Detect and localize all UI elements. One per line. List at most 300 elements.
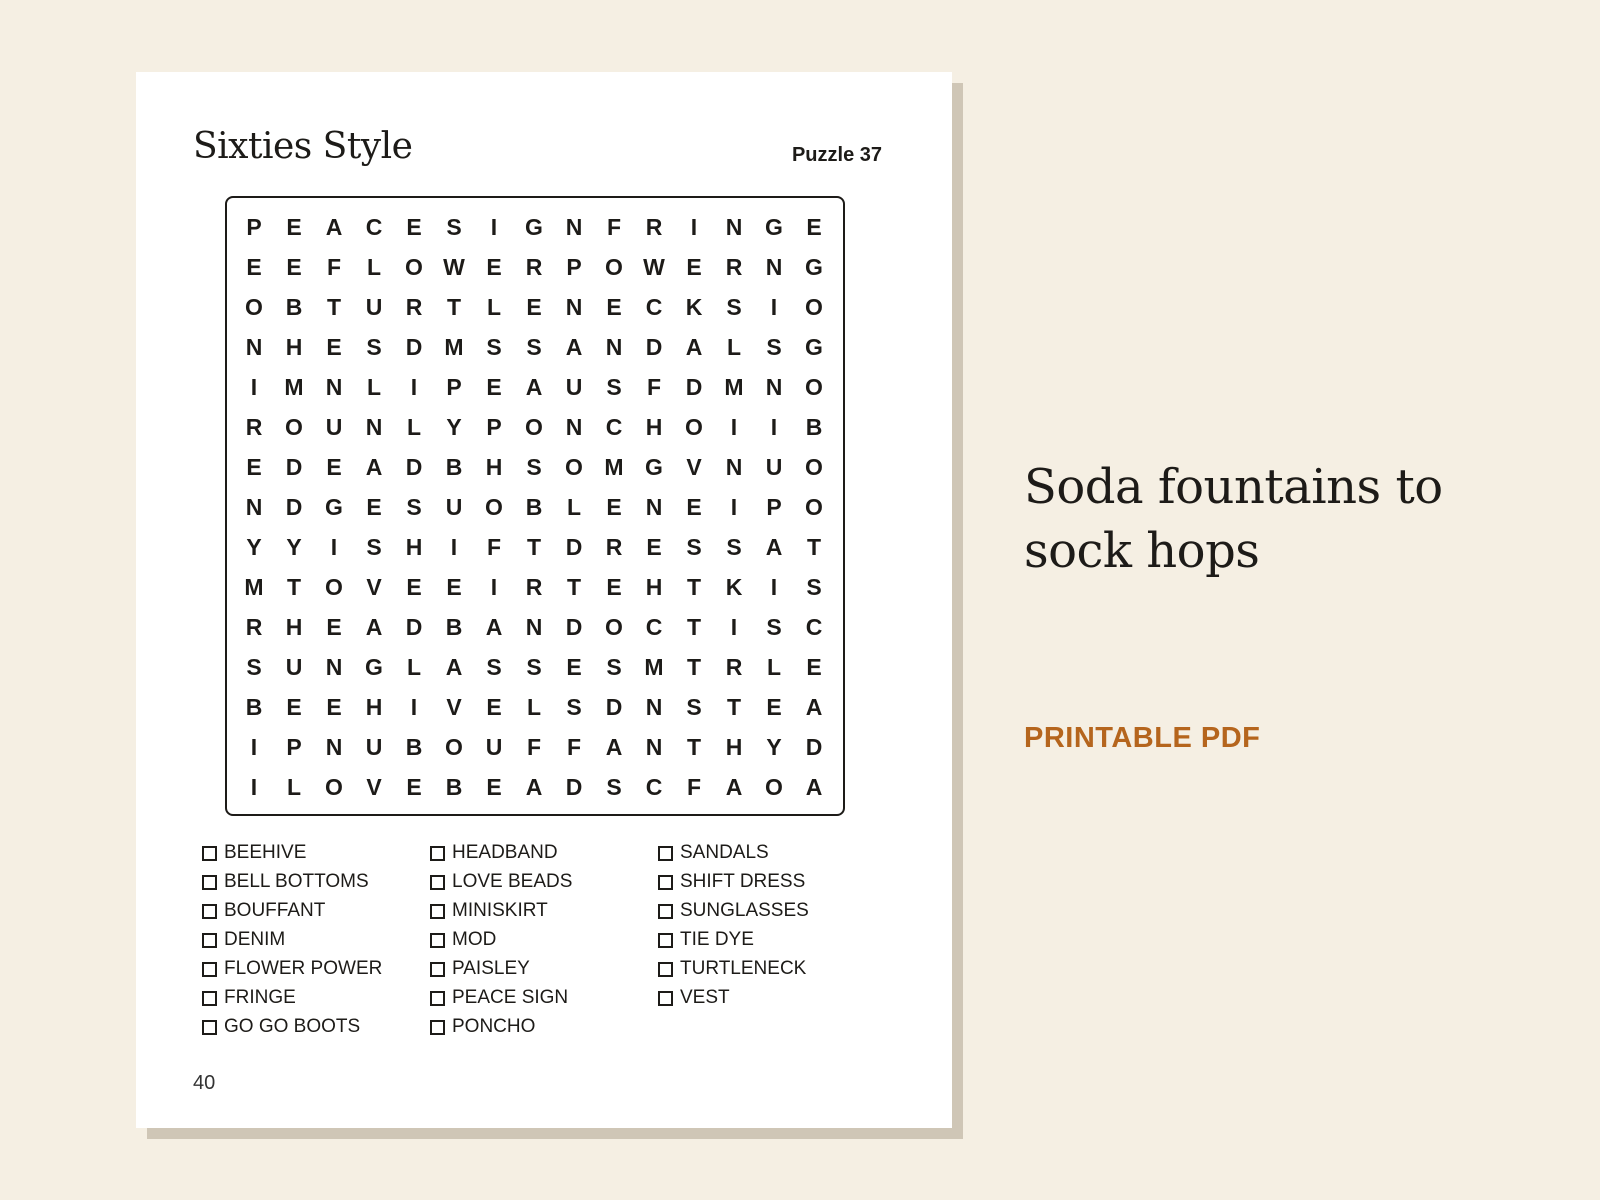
grid-letter[interactable]: E bbox=[326, 454, 342, 480]
grid-letter[interactable]: O bbox=[325, 774, 343, 800]
grid-letter[interactable]: C bbox=[605, 414, 623, 440]
grid-letter[interactable]: S bbox=[606, 374, 622, 400]
grid-letter[interactable]: R bbox=[645, 214, 663, 240]
grid-letter[interactable]: E bbox=[526, 294, 542, 320]
grid-letter[interactable]: E bbox=[286, 254, 302, 280]
grid-letter[interactable]: U bbox=[285, 654, 303, 680]
grid-letter[interactable]: T bbox=[446, 294, 462, 320]
grid-letter[interactable]: E bbox=[806, 214, 822, 240]
word-column bbox=[658, 838, 886, 1012]
grid-letter[interactable]: N bbox=[725, 214, 743, 240]
grid-letter[interactable]: B bbox=[245, 694, 263, 720]
word-label: TURTLENECK bbox=[680, 958, 807, 979]
word-checkbox[interactable] bbox=[658, 875, 673, 890]
promo-tagline: Soda fountains to sock hops bbox=[1024, 459, 1443, 579]
grid-letter[interactable]: A bbox=[565, 334, 583, 360]
grid-letter[interactable]: C bbox=[645, 614, 663, 640]
grid-letter[interactable]: S bbox=[366, 334, 382, 360]
grid-letter[interactable]: L bbox=[526, 694, 542, 720]
grid-letter[interactable]: B bbox=[445, 454, 463, 480]
grid-letter[interactable]: L bbox=[406, 414, 422, 440]
word-list-item bbox=[202, 1012, 430, 1041]
grid-letter[interactable]: F bbox=[486, 534, 502, 560]
grid-letter[interactable]: S bbox=[606, 654, 622, 680]
word-list-item bbox=[430, 867, 658, 896]
grid-letter[interactable]: D bbox=[605, 694, 623, 720]
grid-letter[interactable]: S bbox=[726, 294, 742, 320]
word-column bbox=[202, 838, 430, 1041]
grid-letter[interactable]: L bbox=[406, 654, 422, 680]
grid-row bbox=[227, 487, 843, 527]
grid-letter[interactable]: S bbox=[686, 694, 702, 720]
grid-letter[interactable]: V bbox=[686, 454, 702, 480]
grid-letter[interactable]: S bbox=[366, 534, 382, 560]
grid-letter[interactable]: A bbox=[605, 734, 623, 760]
grid-letter[interactable]: N bbox=[605, 334, 623, 360]
grid-letter[interactable]: E bbox=[606, 574, 622, 600]
grid-letter[interactable]: E bbox=[246, 254, 262, 280]
grid-letter[interactable]: O bbox=[565, 454, 583, 480]
grid-letter[interactable]: M bbox=[724, 374, 744, 400]
grid-letter[interactable]: E bbox=[486, 374, 502, 400]
grid-letter[interactable]: E bbox=[806, 654, 822, 680]
grid-letter[interactable]: E bbox=[246, 454, 262, 480]
word-list-item bbox=[658, 925, 886, 954]
word-list-item bbox=[430, 896, 658, 925]
word-checkbox[interactable] bbox=[658, 846, 673, 861]
grid-letter[interactable]: A bbox=[685, 334, 703, 360]
grid-letter[interactable]: I bbox=[490, 214, 498, 240]
grid-letter[interactable]: A bbox=[765, 534, 783, 560]
grid-letter[interactable]: U bbox=[485, 734, 503, 760]
grid-letter[interactable]: I bbox=[250, 774, 258, 800]
grid-row bbox=[227, 287, 843, 327]
grid-letter[interactable]: A bbox=[525, 374, 543, 400]
word-list-item bbox=[202, 867, 430, 896]
word-checkbox[interactable] bbox=[202, 904, 217, 919]
word-list-item bbox=[202, 925, 430, 954]
word-label: BEEHIVE bbox=[224, 842, 307, 863]
word-list-item bbox=[202, 896, 430, 925]
grid-letter[interactable]: O bbox=[605, 254, 623, 280]
word-list-item bbox=[202, 954, 430, 983]
grid-letter[interactable]: E bbox=[606, 294, 622, 320]
grid-letter[interactable]: D bbox=[805, 734, 823, 760]
word-checkbox[interactable] bbox=[202, 962, 217, 977]
word-label: PONCHO bbox=[452, 1016, 536, 1037]
grid-letter[interactable]: Y bbox=[446, 414, 462, 440]
grid-letter[interactable]: I bbox=[250, 734, 258, 760]
grid-letter[interactable]: A bbox=[525, 774, 543, 800]
grid-letter[interactable]: T bbox=[806, 534, 822, 560]
word-list-item bbox=[658, 954, 886, 983]
grid-letter[interactable]: E bbox=[486, 694, 502, 720]
grid-letter[interactable]: S bbox=[526, 334, 542, 360]
grid-letter[interactable]: D bbox=[565, 774, 583, 800]
word-label: GO GO BOOTS bbox=[224, 1016, 361, 1037]
grid-letter[interactable]: N bbox=[245, 494, 263, 520]
grid-letter[interactable]: D bbox=[405, 454, 423, 480]
grid-letter[interactable]: D bbox=[285, 494, 303, 520]
word-list bbox=[202, 838, 892, 1048]
grid-letter[interactable]: N bbox=[765, 254, 783, 280]
puzzle-number: Puzzle 37 bbox=[791, 144, 882, 166]
grid-letter[interactable]: I bbox=[690, 214, 698, 240]
grid-letter[interactable]: B bbox=[525, 494, 543, 520]
grid-letter[interactable]: N bbox=[325, 734, 343, 760]
grid-letter[interactable]: S bbox=[806, 574, 822, 600]
grid-letter[interactable]: U bbox=[325, 414, 343, 440]
letter-grid bbox=[225, 196, 845, 816]
grid-letter[interactable]: Y bbox=[246, 534, 262, 560]
grid-letter[interactable]: A bbox=[365, 454, 383, 480]
grid-letter[interactable]: S bbox=[606, 774, 622, 800]
word-checkbox[interactable] bbox=[202, 1020, 217, 1035]
word-checkbox[interactable] bbox=[430, 991, 445, 1006]
grid-letter[interactable]: S bbox=[566, 694, 582, 720]
word-list-item bbox=[430, 838, 658, 867]
grid-letter[interactable]: S bbox=[526, 654, 542, 680]
grid-letter[interactable]: E bbox=[486, 254, 502, 280]
grid-letter[interactable]: H bbox=[405, 534, 423, 560]
grid-letter[interactable]: G bbox=[805, 334, 823, 360]
grid-letter[interactable]: O bbox=[405, 254, 423, 280]
grid-letter[interactable]: H bbox=[285, 334, 303, 360]
grid-letter[interactable]: P bbox=[246, 214, 262, 240]
grid-letter[interactable]: I bbox=[450, 534, 458, 560]
grid-letter[interactable]: N bbox=[645, 494, 663, 520]
grid-letter[interactable]: C bbox=[645, 774, 663, 800]
grid-letter[interactable]: C bbox=[645, 294, 663, 320]
grid-letter[interactable]: O bbox=[805, 294, 823, 320]
grid-row bbox=[227, 207, 843, 247]
grid-letter[interactable]: H bbox=[725, 734, 743, 760]
grid-letter[interactable]: A bbox=[805, 694, 823, 720]
grid-letter[interactable]: R bbox=[605, 534, 623, 560]
grid-letter[interactable]: E bbox=[446, 574, 462, 600]
word-label: SHIFT DRESS bbox=[680, 871, 806, 892]
grid-letter[interactable]: S bbox=[726, 534, 742, 560]
grid-letter[interactable]: O bbox=[485, 494, 503, 520]
word-label: BELL BOTTOMS bbox=[224, 871, 369, 892]
grid-letter[interactable]: U bbox=[565, 374, 583, 400]
word-list-item bbox=[658, 983, 886, 1012]
grid-letter[interactable]: V bbox=[366, 574, 382, 600]
grid-letter[interactable]: P bbox=[766, 494, 782, 520]
grid-letter[interactable]: V bbox=[446, 694, 462, 720]
word-checkbox[interactable] bbox=[430, 904, 445, 919]
grid-letter[interactable]: G bbox=[805, 254, 823, 280]
grid-letter[interactable]: A bbox=[725, 774, 743, 800]
grid-letter[interactable]: E bbox=[646, 534, 662, 560]
grid-letter[interactable]: E bbox=[366, 494, 382, 520]
word-column bbox=[430, 838, 658, 1041]
grid-letter[interactable]: H bbox=[485, 454, 503, 480]
grid-letter[interactable]: H bbox=[645, 414, 663, 440]
grid-letter[interactable]: E bbox=[486, 774, 502, 800]
word-label: TIE DYE bbox=[680, 929, 754, 950]
word-label: BOUFFANT bbox=[224, 900, 326, 921]
grid-letter[interactable]: P bbox=[486, 414, 502, 440]
word-checkbox[interactable] bbox=[430, 875, 445, 890]
grid-letter[interactable]: T bbox=[286, 574, 302, 600]
word-checkbox[interactable] bbox=[202, 933, 217, 948]
word-list-item bbox=[202, 838, 430, 867]
grid-letter[interactable]: W bbox=[443, 254, 465, 280]
grid-row bbox=[227, 247, 843, 287]
grid-letter[interactable]: T bbox=[686, 654, 702, 680]
word-checkbox[interactable] bbox=[430, 933, 445, 948]
puzzle-title: Sixties Style bbox=[193, 126, 413, 167]
grid-letter[interactable]: K bbox=[685, 294, 703, 320]
word-list-item bbox=[430, 983, 658, 1012]
grid-letter[interactable]: S bbox=[406, 494, 422, 520]
word-checkbox[interactable] bbox=[202, 846, 217, 861]
grid-letter[interactable]: M bbox=[284, 374, 304, 400]
grid-row bbox=[227, 407, 843, 447]
grid-letter[interactable]: S bbox=[486, 654, 502, 680]
grid-letter[interactable]: S bbox=[686, 534, 702, 560]
grid-letter[interactable]: F bbox=[526, 734, 542, 760]
grid-letter[interactable]: R bbox=[725, 254, 743, 280]
grid-letter[interactable]: L bbox=[766, 654, 782, 680]
grid-row bbox=[227, 767, 843, 807]
grid-letter[interactable]: D bbox=[645, 334, 663, 360]
grid-letter[interactable]: O bbox=[685, 414, 703, 440]
grid-letter[interactable]: L bbox=[566, 494, 582, 520]
grid-letter[interactable]: E bbox=[326, 614, 342, 640]
grid-letter[interactable]: I bbox=[730, 494, 738, 520]
grid-row bbox=[227, 647, 843, 687]
grid-letter[interactable]: I bbox=[770, 294, 778, 320]
grid-letter[interactable]: O bbox=[765, 774, 783, 800]
grid-letter[interactable]: G bbox=[365, 654, 383, 680]
puzzle-page bbox=[136, 72, 952, 1128]
grid-letter[interactable]: N bbox=[245, 334, 263, 360]
grid-letter[interactable]: H bbox=[285, 614, 303, 640]
grid-letter[interactable]: I bbox=[730, 614, 738, 640]
grid-letter[interactable]: Y bbox=[766, 734, 782, 760]
grid-letter[interactable]: U bbox=[365, 734, 383, 760]
grid-letter[interactable]: E bbox=[566, 654, 582, 680]
grid-letter[interactable]: F bbox=[606, 214, 622, 240]
grid-row bbox=[227, 367, 843, 407]
grid-letter[interactable]: N bbox=[365, 414, 383, 440]
grid-letter[interactable]: P bbox=[286, 734, 302, 760]
grid-letter[interactable]: H bbox=[365, 694, 383, 720]
grid-letter[interactable]: O bbox=[445, 734, 463, 760]
grid-letter[interactable]: T bbox=[726, 694, 742, 720]
grid-letter[interactable]: O bbox=[605, 614, 623, 640]
word-checkbox[interactable] bbox=[430, 846, 445, 861]
grid-letter[interactable]: H bbox=[645, 574, 663, 600]
word-list-item bbox=[658, 896, 886, 925]
grid-letter[interactable]: L bbox=[286, 774, 302, 800]
grid-letter[interactable]: T bbox=[686, 614, 702, 640]
grid-letter[interactable]: G bbox=[325, 494, 343, 520]
grid-letter[interactable]: O bbox=[325, 574, 343, 600]
grid-letter[interactable]: M bbox=[244, 574, 264, 600]
grid-letter[interactable]: E bbox=[326, 694, 342, 720]
grid-letter[interactable]: N bbox=[725, 454, 743, 480]
grid-letter[interactable]: I bbox=[250, 374, 258, 400]
grid-letter[interactable]: E bbox=[406, 574, 422, 600]
grid-letter[interactable]: S bbox=[766, 334, 782, 360]
grid-letter[interactable]: N bbox=[645, 734, 663, 760]
grid-letter[interactable]: T bbox=[326, 294, 342, 320]
grid-letter[interactable]: N bbox=[565, 294, 583, 320]
grid-letter[interactable]: S bbox=[486, 334, 502, 360]
grid-letter[interactable]: L bbox=[726, 334, 742, 360]
grid-letter[interactable]: E bbox=[406, 774, 422, 800]
word-label: FLOWER POWER bbox=[224, 958, 383, 979]
grid-letter[interactable]: I bbox=[730, 414, 738, 440]
word-label: VEST bbox=[680, 987, 730, 1008]
grid-letter[interactable]: E bbox=[606, 494, 622, 520]
grid-letter[interactable]: C bbox=[365, 214, 383, 240]
grid-letter[interactable]: K bbox=[725, 574, 743, 600]
grid-letter[interactable]: M bbox=[644, 654, 664, 680]
grid-letter[interactable]: G bbox=[765, 214, 783, 240]
grid-letter[interactable]: M bbox=[604, 454, 624, 480]
grid-letter[interactable]: G bbox=[525, 214, 543, 240]
grid-letter[interactable]: R bbox=[525, 254, 543, 280]
grid-letter[interactable]: R bbox=[525, 574, 543, 600]
grid-letter[interactable]: E bbox=[686, 494, 702, 520]
grid-letter[interactable]: V bbox=[366, 774, 382, 800]
grid-letter[interactable]: S bbox=[446, 214, 462, 240]
grid-letter[interactable]: N bbox=[565, 414, 583, 440]
grid-letter[interactable]: D bbox=[405, 614, 423, 640]
grid-letter[interactable]: T bbox=[566, 574, 582, 600]
grid-letter[interactable]: S bbox=[246, 654, 262, 680]
grid-letter[interactable]: R bbox=[725, 654, 743, 680]
grid-letter[interactable]: A bbox=[485, 614, 503, 640]
grid-letter[interactable]: O bbox=[285, 414, 303, 440]
grid-letter[interactable]: O bbox=[805, 454, 823, 480]
grid-letter[interactable]: E bbox=[406, 214, 422, 240]
grid-letter[interactable]: D bbox=[405, 334, 423, 360]
word-checkbox[interactable] bbox=[430, 962, 445, 977]
grid-letter[interactable]: L bbox=[366, 254, 382, 280]
grid-letter[interactable]: I bbox=[490, 574, 498, 600]
grid-letter[interactable]: S bbox=[766, 614, 782, 640]
grid-letter[interactable]: F bbox=[686, 774, 702, 800]
grid-letter[interactable]: A bbox=[365, 614, 383, 640]
grid-letter[interactable]: I bbox=[770, 414, 778, 440]
grid-letter[interactable]: B bbox=[445, 774, 463, 800]
grid-letter[interactable]: S bbox=[526, 454, 542, 480]
grid-row bbox=[227, 607, 843, 647]
word-checkbox[interactable] bbox=[658, 904, 673, 919]
word-list-item bbox=[430, 925, 658, 954]
grid-letter[interactable]: T bbox=[526, 534, 542, 560]
grid-letter[interactable]: B bbox=[405, 734, 423, 760]
grid-letter[interactable]: I bbox=[410, 694, 418, 720]
word-label: PAISLEY bbox=[452, 958, 530, 979]
grid-letter[interactable]: L bbox=[486, 294, 502, 320]
grid-row bbox=[227, 727, 843, 767]
word-label: SANDALS bbox=[680, 842, 769, 863]
grid-letter[interactable]: A bbox=[805, 774, 823, 800]
grid-letter[interactable]: D bbox=[565, 534, 583, 560]
word-checkbox[interactable] bbox=[658, 991, 673, 1006]
grid-letter[interactable]: N bbox=[645, 694, 663, 720]
grid-letter[interactable]: R bbox=[245, 414, 263, 440]
grid-letter[interactable]: N bbox=[525, 614, 543, 640]
grid-letter[interactable]: M bbox=[444, 334, 464, 360]
grid-letter[interactable]: N bbox=[765, 374, 783, 400]
grid-letter[interactable]: B bbox=[805, 414, 823, 440]
grid-letter[interactable]: U bbox=[445, 494, 463, 520]
grid-letter[interactable]: E bbox=[286, 694, 302, 720]
grid-letter[interactable]: D bbox=[565, 614, 583, 640]
word-checkbox[interactable] bbox=[202, 991, 217, 1006]
grid-letter[interactable]: E bbox=[686, 254, 702, 280]
grid-letter[interactable]: C bbox=[805, 614, 823, 640]
grid-row bbox=[227, 447, 843, 487]
grid-letter[interactable]: R bbox=[245, 614, 263, 640]
word-label: SUNGLASSES bbox=[680, 900, 809, 921]
word-checkbox[interactable] bbox=[202, 875, 217, 890]
grid-letter[interactable]: W bbox=[643, 254, 665, 280]
grid-letter[interactable]: O bbox=[245, 294, 263, 320]
grid-letter[interactable]: F bbox=[646, 374, 662, 400]
grid-letter[interactable]: U bbox=[765, 454, 783, 480]
grid-letter[interactable]: F bbox=[566, 734, 582, 760]
grid-letter[interactable]: P bbox=[566, 254, 582, 280]
grid-letter[interactable]: I bbox=[410, 374, 418, 400]
word-list-item bbox=[430, 1012, 658, 1041]
grid-letter[interactable]: O bbox=[525, 414, 543, 440]
grid-letter[interactable]: O bbox=[805, 374, 823, 400]
grid-letter[interactable]: N bbox=[325, 374, 343, 400]
word-checkbox[interactable] bbox=[658, 962, 673, 977]
word-label: MOD bbox=[452, 929, 497, 950]
grid-letter[interactable]: U bbox=[365, 294, 383, 320]
grid-letter[interactable]: B bbox=[445, 614, 463, 640]
word-checkbox[interactable] bbox=[430, 1020, 445, 1035]
grid-letter[interactable]: N bbox=[325, 654, 343, 680]
grid-letter[interactable]: Y bbox=[286, 534, 302, 560]
grid-letter[interactable]: P bbox=[446, 374, 462, 400]
grid-letter[interactable]: D bbox=[285, 454, 303, 480]
grid-letter[interactable]: E bbox=[286, 214, 302, 240]
grid-letter[interactable]: R bbox=[405, 294, 423, 320]
grid-letter[interactable]: G bbox=[645, 454, 663, 480]
word-label: LOVE BEADS bbox=[452, 871, 573, 892]
grid-letter[interactable]: E bbox=[766, 694, 782, 720]
grid-row bbox=[227, 567, 843, 607]
grid-letter[interactable]: F bbox=[326, 254, 342, 280]
word-list-item bbox=[430, 954, 658, 983]
grid-letter[interactable]: T bbox=[686, 734, 702, 760]
grid-letter[interactable]: T bbox=[686, 574, 702, 600]
grid-letter[interactable]: I bbox=[770, 574, 778, 600]
grid-letter[interactable]: A bbox=[325, 214, 343, 240]
grid-letter[interactable]: E bbox=[326, 334, 342, 360]
grid-letter[interactable]: B bbox=[285, 294, 303, 320]
word-list-item bbox=[658, 838, 886, 867]
grid-letter[interactable]: O bbox=[805, 494, 823, 520]
grid-letter[interactable]: I bbox=[330, 534, 338, 560]
grid-letter[interactable]: N bbox=[565, 214, 583, 240]
word-checkbox[interactable] bbox=[658, 933, 673, 948]
grid-row bbox=[227, 527, 843, 567]
grid-letter[interactable]: D bbox=[685, 374, 703, 400]
grid-letter[interactable]: A bbox=[445, 654, 463, 680]
grid-letter[interactable]: L bbox=[366, 374, 382, 400]
